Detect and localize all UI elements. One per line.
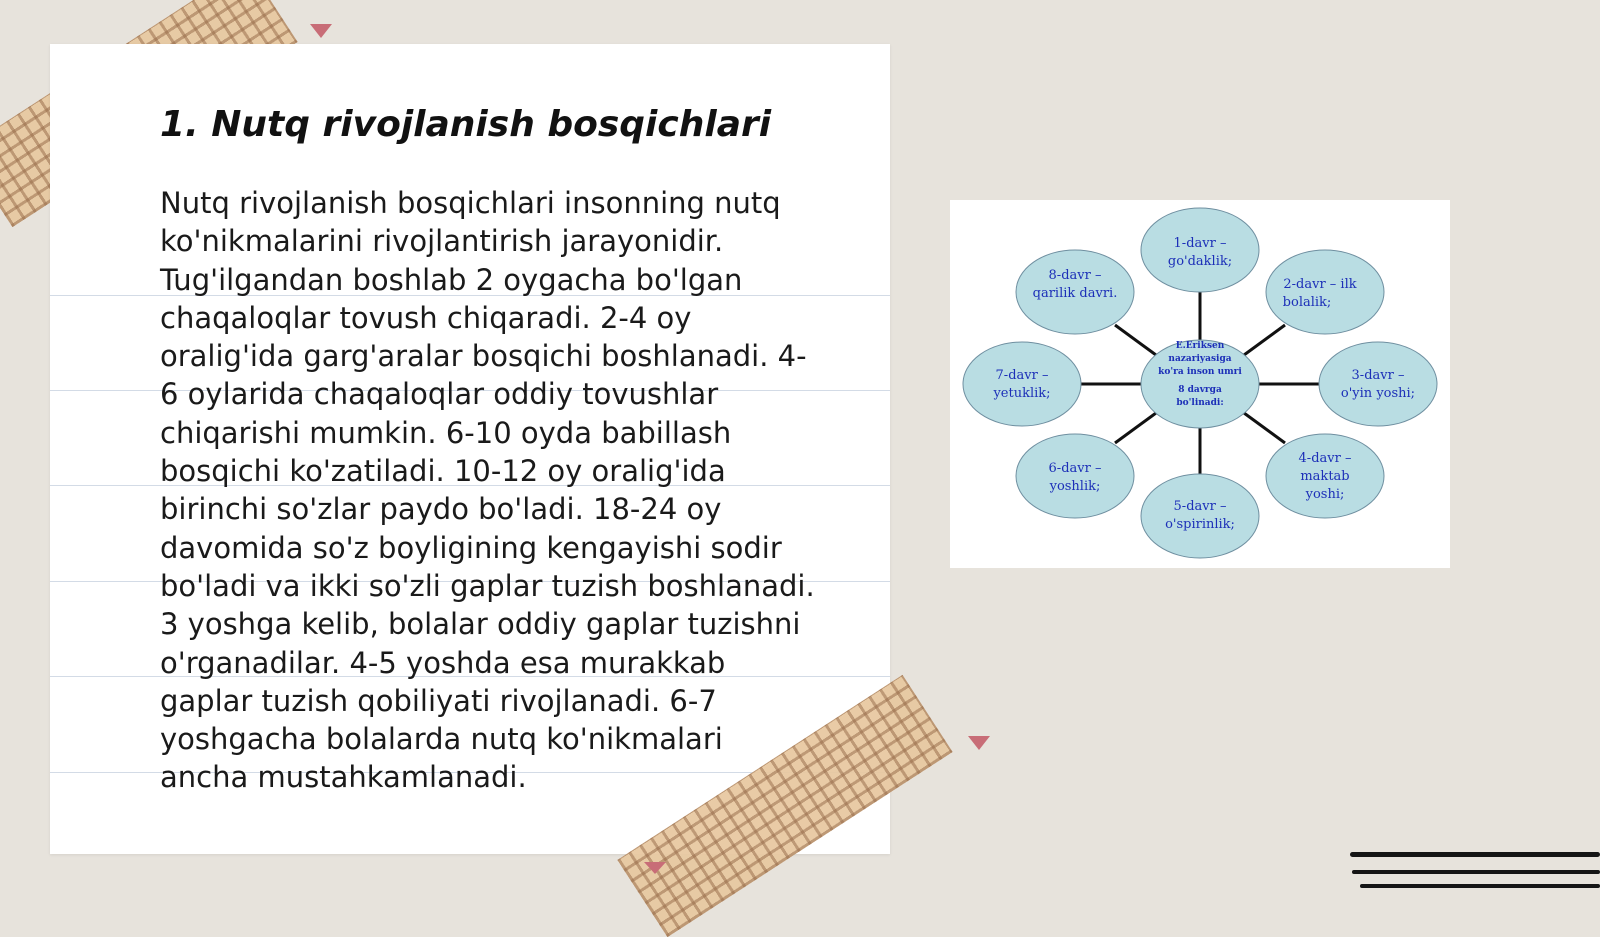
body-line: gaplar tuzish qobiliyati rivojlanadi. 6-7 (160, 683, 717, 718)
center-text-line: bo'linadi: (1176, 398, 1224, 408)
decorative-stroke (1352, 870, 1600, 874)
decorative-stroke (1350, 852, 1600, 857)
node-text-line: yoshlik; (1049, 479, 1101, 494)
body-line: ancha mustahkamlanadi. (160, 760, 527, 795)
node-7 (963, 342, 1081, 426)
spoke-8 (1115, 325, 1156, 355)
node-text-line: qarilik davri. (1032, 286, 1118, 301)
node-1 (1141, 208, 1259, 292)
node-text-line: 3-davr – (1351, 368, 1405, 383)
decorative-stroke (1360, 884, 1600, 888)
body-line: chiqarishi mumkin. 6-10 oyda babillash (160, 415, 732, 450)
node-text-line: go'daklik; (1167, 254, 1233, 269)
node-text-line: 1-davr – (1173, 236, 1227, 251)
node-text-line: o'yin yoshi; (1340, 386, 1416, 401)
body-paragraph (160, 184, 840, 797)
spoke-2 (1244, 325, 1285, 355)
body-line: ko'nikmalarini rivojlantirish jarayonidir. (160, 224, 724, 259)
body-line: bo'ladi va ikki so'zli gaplar tuzish boshlanadi. (160, 568, 815, 603)
node-text-line: maktab (1300, 469, 1350, 484)
body-line: chaqaloqlar tovush chiqaradi. 2-4 oy (160, 300, 692, 335)
eriksen-stages-diagram (950, 200, 1450, 568)
node-6 (1016, 434, 1134, 518)
body-line: Nutq rivojlanish bosqichlari insonning nutq (160, 186, 781, 220)
tape-tip-bottom (968, 736, 990, 750)
node-3 (1319, 342, 1437, 426)
center-text-line: E.Eriksen (1175, 341, 1225, 351)
node-4 (1266, 434, 1384, 518)
node-text-line: yoshi; (1305, 487, 1345, 502)
body-line: o'rganadilar. 4-5 yoshda esa murakkab (160, 645, 726, 680)
body-line: davomida so'z boyligining kengayishi sodir (160, 530, 782, 565)
body-line: yoshgacha bolalarda nutq ko'nikmalari (160, 722, 723, 757)
body-line: 3 yoshga kelib, bolalar oddiy gaplar tuzishni (160, 607, 801, 642)
node-text-line: 4-davr – (1298, 451, 1352, 466)
center-text-line: nazariyasiga (1168, 354, 1232, 364)
node-text-line: 2-davr – ilk (1283, 277, 1357, 292)
node-8 (1016, 250, 1134, 334)
node-text-line: bolalik; (1282, 295, 1332, 310)
node-text-line: 7-davr – (995, 368, 1049, 383)
node-text-line: 6-davr – (1048, 461, 1102, 476)
diagram-svg (950, 200, 1450, 568)
node-5 (1141, 474, 1259, 558)
tape-tip-top (310, 24, 332, 38)
body-line: birinchi so'zlar paydo bo'ladi. 18-24 oy (160, 492, 722, 527)
node-text-line: 5-davr – (1173, 499, 1227, 514)
tape-tip-bottom-left (644, 862, 666, 874)
center-text-line: ko'ra inson umri (1158, 367, 1242, 377)
slide-title: 1. Nutq rivojlanish bosqichlari (160, 104, 772, 145)
body-line: Tug'ilgandan boshlab 2 oygacha bo'lgan (160, 262, 743, 297)
spoke-4 (1244, 413, 1285, 443)
spoke-6 (1115, 413, 1156, 443)
body-line: oralig'ida garg'aralar bosqichi boshlanadi. 4- (160, 339, 807, 374)
center-text-line: 8 davrga (1178, 385, 1222, 395)
node-text-line: o'spirinlik; (1165, 517, 1235, 532)
body-line: bosqichi ko'zatiladi. 10-12 oy oralig'ida (160, 454, 726, 489)
node-2 (1266, 250, 1384, 334)
center-node (1141, 340, 1259, 428)
node-text-line: yetuklik; (993, 386, 1051, 401)
body-line: 6 oylarida chaqaloqlar oddiy tovushlar (160, 377, 719, 412)
node-text-line: 8-davr – (1048, 268, 1102, 283)
